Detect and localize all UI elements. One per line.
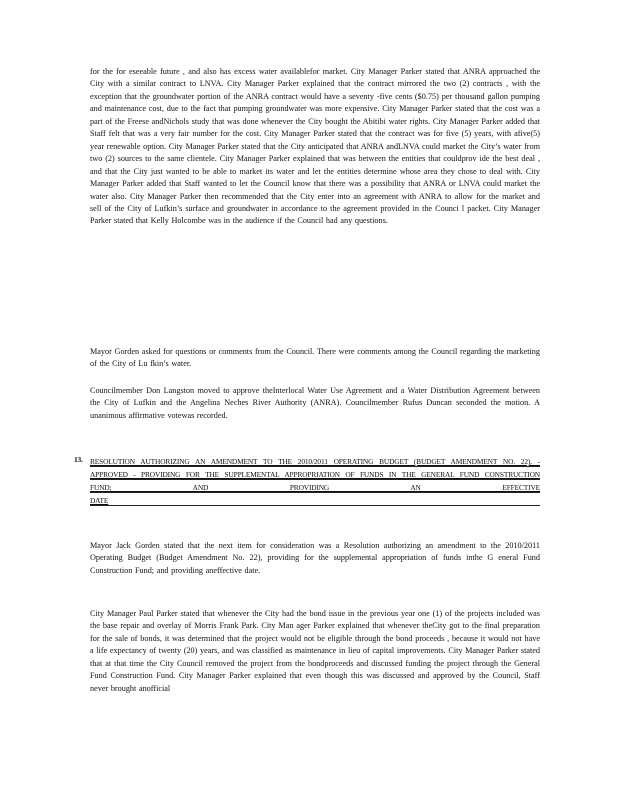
- heading-rule-4: [90, 505, 540, 506]
- heading-rule-3: [90, 492, 540, 493]
- agenda-item-heading-last-line: DATE: [90, 496, 109, 506]
- paragraph-motion-recorded: Councilmember Don Langston moved to approve theInterlocal Water Use Agreement and a Water Distribution Agreement between the City of Lufkin and the Angelina Neches River Authority (ANRA). Councilmember Rufus Duncan seconded the motion. A unanimous affirmative votewas recorded.: [90, 386, 540, 420]
- agenda-item-heading-text: RESOLUTION AUTHORIZING AN AMENDMENT TO THE 2010/2011 OPERATING BUDGET (BUDGET AMENDMENT NO. 22), - APPROVED - PROVIDING FOR THE SUPPLEMENTAL APPROPRIATION OF FUNDS IN THE GENERAL FUND CONSTRUCTION FUND; AND PROVIDING AN EFFECTIVE: [90, 457, 540, 493]
- agenda-item-heading: [90, 455, 540, 507]
- heading-rule-1: [90, 466, 540, 467]
- paragraph-ANRA-contract-explanation: for the for eseeable future , and also has excess water availablefor market. City Manager Parker stated that ANRA approached the City with a similar contract to LNVA. City Manager Parker explained that the contract mirrored the two (2) contracts , with the exception that the groundwater portion of the ANRA contract would have a seventy -five cents ($0.75) per thousand gallon pumping and maintenance cost, due to the fact that pumping groundwater was more expensive. City Manager Parker stated that the cost was a part of the Freese andNichols study that was done whenever the City bought the Abitibi water rights. City Manager Parker added that Staff felt that was a very fair number for the cost. City Manager Parker stated that the contract was for five (5) years, with afive(5) year renewable option. City Manager Parker stated that the City anticipated that ANRA andLNVA could market the City’s water from two (2) sources to the same clientele. City Manager Parker explained that was between the entities that couldprov ide the best deal , and that the City just wanted to be able to market its water and let the entities determine whose area they chose to deal with. City Manager Parker added that Staff wanted to let the Council know that there was a possibility that ANRA or LNVA could market the water also. City Manager Parker then recommended that the City enter into an agreement with ANRA to allow for the market and sell of the City of Lufkin’s surface and groundwater in accordance to the agreement provided in the Counci l packet. City Manager Parker stated that Kelly Holcombe was in the audience if the Council had any questions.: [90, 67, 540, 226]
- paragraph-mayor-questions: Mayor Gorden asked for questions or comments from the Council. There were comments among the Council regarding the marketing of the City of Lu fkin’s water.: [90, 347, 540, 369]
- agenda-item-number: 13.: [74, 455, 83, 464]
- paragraph-city-manager-bond-issue: City Manager Paul Parker stated that whenever the City had the bond issue in the previous year one (1) of the projects included was the base repair and overlay of Morris Frank Park. City Man ager Parker explained that whenever theCity got to the final preparation for the sale of bonds, it was determined that the project would not be eligible through the bond proceeds , because it would not have a life expectancy of twenty (20) years, and was classified as maintenance in lieu of capital improvements. City Manager Parker stated that at that time the City Council removed the project from the bondproceeds and discussed funding the project through the General Fund Construction Fund. City Manager Parker explained that even though this was discussed and approved by the Council, Staff never brought anofficial: [90, 609, 540, 693]
- paragraph-mayor-next-item: Mayor Jack Gorden stated that the next item for consideration was a Resolution authorizing an amendment to the 2010/2011 Operating Budget (Budget Amendment No. 22), providing for the supplemental appropriation of funds inthe G eneral Fund Construction Fund; and providing aneffective date.: [90, 541, 540, 575]
- heading-rule-2: [90, 479, 540, 480]
